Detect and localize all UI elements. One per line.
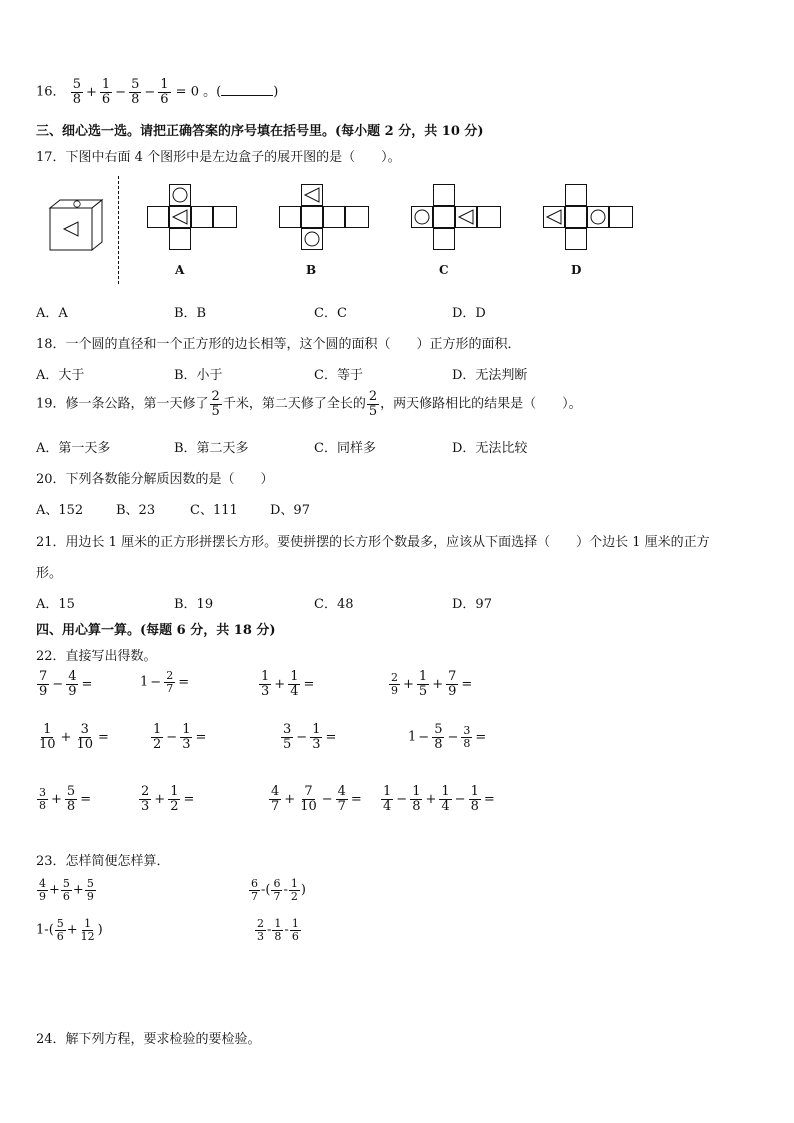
cube-drawing bbox=[46, 198, 106, 253]
fraction: $\frac{1}{6}$ bbox=[160, 77, 169, 107]
calc-item: 1 − $\frac{2}{7}$ = bbox=[140, 669, 190, 695]
net-label-a: A bbox=[175, 263, 185, 277]
fraction: $\frac{1}{6}$ bbox=[101, 77, 111, 107]
calc-item: $\frac{6}{7}$ -( $\frac{6}{7}$ - $\frac{1}{2}$ ) bbox=[251, 877, 306, 903]
calc-item: $\frac{2}{9}$ + $\frac{1}{5}$ + $\frac{7}{9}$ = bbox=[391, 669, 473, 699]
question-21-line2: 形。 bbox=[36, 566, 63, 581]
q17-option-d[interactable]: D．D bbox=[452, 306, 486, 321]
question-16: 16． $\frac{5}{8}$ + $\frac{1}{6}$ − $\frac{5}{8}$ − $\frac{1}{6}$ = 0 。( ) bbox=[36, 77, 279, 107]
q17-option-b[interactable]: B．B bbox=[174, 306, 207, 321]
calc-item: $\frac{3}{8}$ + $\frac{5}{8}$ = bbox=[39, 784, 92, 814]
calc-item: $\frac{2}{3}$ - $\frac{1}{8}$ - $\frac{1}{6}$ bbox=[257, 917, 299, 943]
question-21-line1: 21．用边长 1 厘米的正方形拼摆长方形。要使拼摆的长方形个数最多，应该从下面选择（ ）个边长 1 厘米的正方 bbox=[36, 535, 710, 550]
calc-item: $\frac{1}{10}$ + $\frac{3}{10}$ = bbox=[39, 722, 109, 752]
calc-item: $\frac{4}{7}$ + $\frac{7}{10}$ − $\frac{4}{7}$ = bbox=[271, 784, 362, 814]
net-label-d: D bbox=[571, 263, 582, 277]
calc-item: $\frac{3}{5}$ − $\frac{1}{3}$ = bbox=[283, 722, 337, 752]
q19-option-c[interactable]: C．同样多 bbox=[314, 441, 376, 456]
q21-option-d[interactable]: D．97 bbox=[452, 597, 492, 612]
question-18-text: 18．一个圆的直径和一个正方形的边长相等，这个圆的面积（ ）正方形的面积． bbox=[36, 337, 521, 352]
net-label-b: B bbox=[306, 263, 317, 277]
calc-item: 1 − $\frac{5}{8}$ − $\frac{3}{8}$ = bbox=[408, 722, 487, 752]
q18-option-d[interactable]: D．无法判断 bbox=[452, 368, 528, 383]
q19-option-a[interactable]: A．第一天多 bbox=[36, 441, 111, 456]
calc-item: $\frac{1}{3}$ + $\frac{1}{4}$ = bbox=[261, 669, 315, 699]
calc-item: $\frac{4}{9}$ + $\frac{5}{6}$ + $\frac{5}{9}$ bbox=[39, 877, 94, 903]
calc-item: $\frac{7}{9}$ − $\frac{4}{9}$ = bbox=[39, 669, 93, 699]
q19-option-d[interactable]: D．无法比较 bbox=[452, 441, 528, 456]
answer-blank[interactable] bbox=[221, 83, 273, 96]
calc-item: $\frac{2}{3}$ + $\frac{1}{2}$ = bbox=[141, 784, 195, 814]
net-label-c: C bbox=[439, 263, 449, 277]
section-4-heading: 四、用心算一算。(每题 6 分，共 18 分) bbox=[36, 623, 276, 638]
question-23-text: 23．怎样简便怎样算． bbox=[36, 854, 170, 869]
box-figure bbox=[46, 198, 106, 253]
q17-option-c[interactable]: C．C bbox=[314, 306, 347, 321]
fraction: $\frac{5}{8}$ bbox=[131, 77, 140, 107]
fraction: $\frac{2}{5}$ bbox=[211, 389, 220, 419]
q20-option-d[interactable]: D、97 bbox=[270, 503, 310, 518]
calc-item: $\frac{1}{4}$ − $\frac{1}{8}$ + $\frac{1}{4}$ − $\frac{1}{8}$ = bbox=[383, 784, 495, 814]
q18-option-b[interactable]: B．小于 bbox=[174, 368, 223, 383]
fraction: $\frac{2}{5}$ bbox=[368, 389, 378, 419]
fraction: $\frac{5}{8}$ bbox=[72, 77, 81, 107]
question-24-text: 24．解下列方程，要求检验的要检验。 bbox=[36, 1032, 261, 1047]
question-17-text: 17．下图中右面 4 个图形中是左边盒子的展开图的是（ ）。 bbox=[36, 150, 401, 165]
question-19-text: 19．修一条公路，第一天修了 $\frac{2}{5}$ 千米，第二天修了全长的 $\frac{2}{5}$ ，两天修路相比的结果是（ ）。 bbox=[36, 389, 582, 419]
question-20-text: 20．下列各数能分解质因数的是（ ） bbox=[36, 472, 274, 487]
q21-option-a[interactable]: A．15 bbox=[36, 597, 75, 612]
q19-option-b[interactable]: B．第二天多 bbox=[174, 441, 249, 456]
q21-option-c[interactable]: C．48 bbox=[314, 597, 354, 612]
q21-option-b[interactable]: B．19 bbox=[174, 597, 214, 612]
section-3-heading: 三、细心选一选。请把正确答案的序号填在括号里。(每小题 2 分，共 10 分) bbox=[36, 124, 484, 139]
calc-item: $\frac{1}{2}$ − $\frac{1}{3}$ = bbox=[153, 722, 207, 752]
dashed-divider bbox=[118, 176, 119, 284]
q20-option-c[interactable]: C、111 bbox=[190, 503, 238, 518]
q16-number: 16． bbox=[36, 84, 66, 100]
q20-option-b[interactable]: B、23 bbox=[116, 503, 156, 518]
q18-option-a[interactable]: A．大于 bbox=[36, 368, 85, 383]
question-22-text: 22．直接写出得数。 bbox=[36, 649, 157, 664]
q18-option-c[interactable]: C．等于 bbox=[314, 368, 363, 383]
q20-option-a[interactable]: A、152 bbox=[36, 503, 84, 518]
q17-option-a[interactable]: A．A bbox=[36, 306, 68, 321]
calc-item: 1-( $\frac{5}{6}$ + $\frac{1}{12}$ ) bbox=[36, 917, 103, 943]
